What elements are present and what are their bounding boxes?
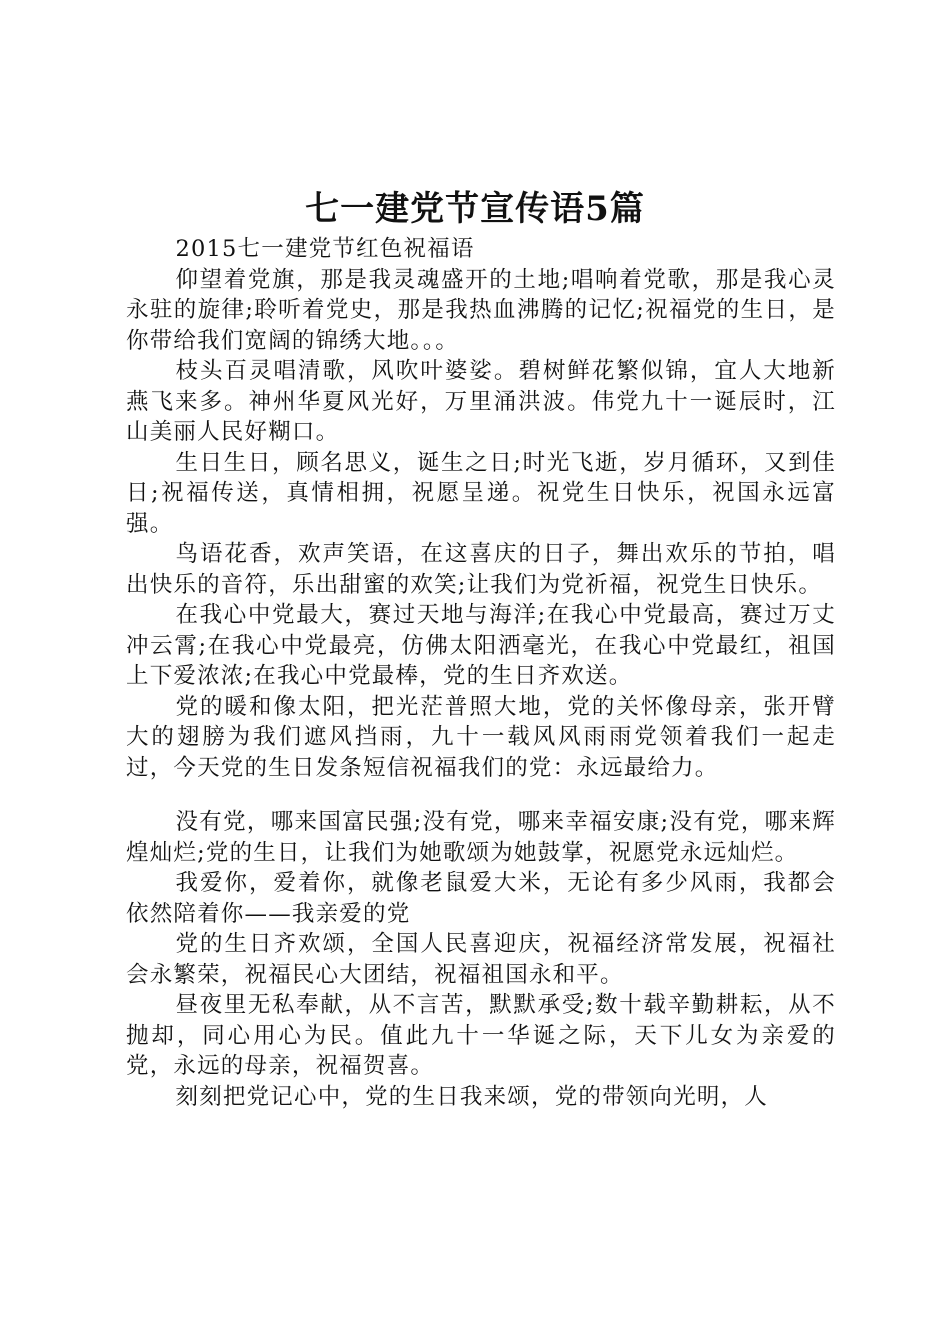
paragraph: 枝头百灵唱清歌，风吹叶婆娑。碧树鲜花繁似锦，宜人大地新燕飞来多。神州华夏风光好，万里涌洪波。伟党九十一诞辰时，江山美丽人民好糊口。 (126, 358, 836, 445)
paragraph: 生日生日，顾名思义，诞生之日;时光飞逝，岁月循环，又到佳日;祝福传送，真情相拥，祝愿呈递。祝党生日快乐，祝国永远富强。 (126, 449, 836, 537)
paragraph: 党的生日齐欢颂，全国人民喜迎庆，祝福经济常发展，祝福社会永繁荣，祝福民心大团结，祝福祖国永和平。 (126, 931, 836, 988)
paragraph: 刻刻把党记心中，党的生日我来颂，党的带领向光明，人 (175, 1083, 769, 1110)
paragraph: 我爱你，爱着你，就像老鼠爱大米，无论有多少风雨，我都会依然陪着你——我亲爱的党 (126, 870, 836, 927)
paragraph: 昼夜里无私奉献，从不言苦，默默承受;数十载辛勤耕耘，从不抛却，同心用心为民。值此九十一华诞之际，天下儿女为亲爱的党，永远的母亲，祝福贺喜。 (126, 992, 836, 1079)
paragraph: 鸟语花香，欢声笑语，在这喜庆的日子，舞出欢乐的节拍，唱出快乐的音符，乐出甜蜜的欢笑;让我们为党祈福，祝党生日快乐。 (126, 541, 836, 598)
document-subtitle: 2015七一建党节红色祝福语 (175, 236, 475, 262)
document-title: 七一建党节宣传语5篇 (305, 189, 645, 229)
paragraph: 仰望着党旗，那是我灵魂盛开的土地;唱响着党歌，那是我心灵永驻的旋律;聆听着党史，那是我热血沸腾的记忆;祝福党的生日，是你带给我们宽阔的锦绣大地。。。 (126, 266, 836, 354)
paragraph: 没有党，哪来国富民强;没有党，哪来幸福安康;没有党，哪来辉煌灿烂;党的生日，让我们为她歌颂为她鼓掌，祝愿党永远灿烂。 (126, 809, 836, 866)
paragraph: 党的暖和像太阳，把光茫普照大地，党的关怀像母亲，张开臂大的翅膀为我们遮风挡雨，九十一载风风雨雨党领着我们一起走过，今天党的生日发条短信祝福我们的党：永远最给力。 (126, 693, 836, 781)
document-body (126, 234, 836, 1112)
paragraph: 在我心中党最大，赛过天地与海洋;在我心中党最高，赛过万丈冲云霄;在我心中党最亮，仿佛太阳洒毫光，在我心中党最红，祖国上下爱浓浓;在我心中党最棒，党的生日齐欢送。 (126, 602, 836, 689)
